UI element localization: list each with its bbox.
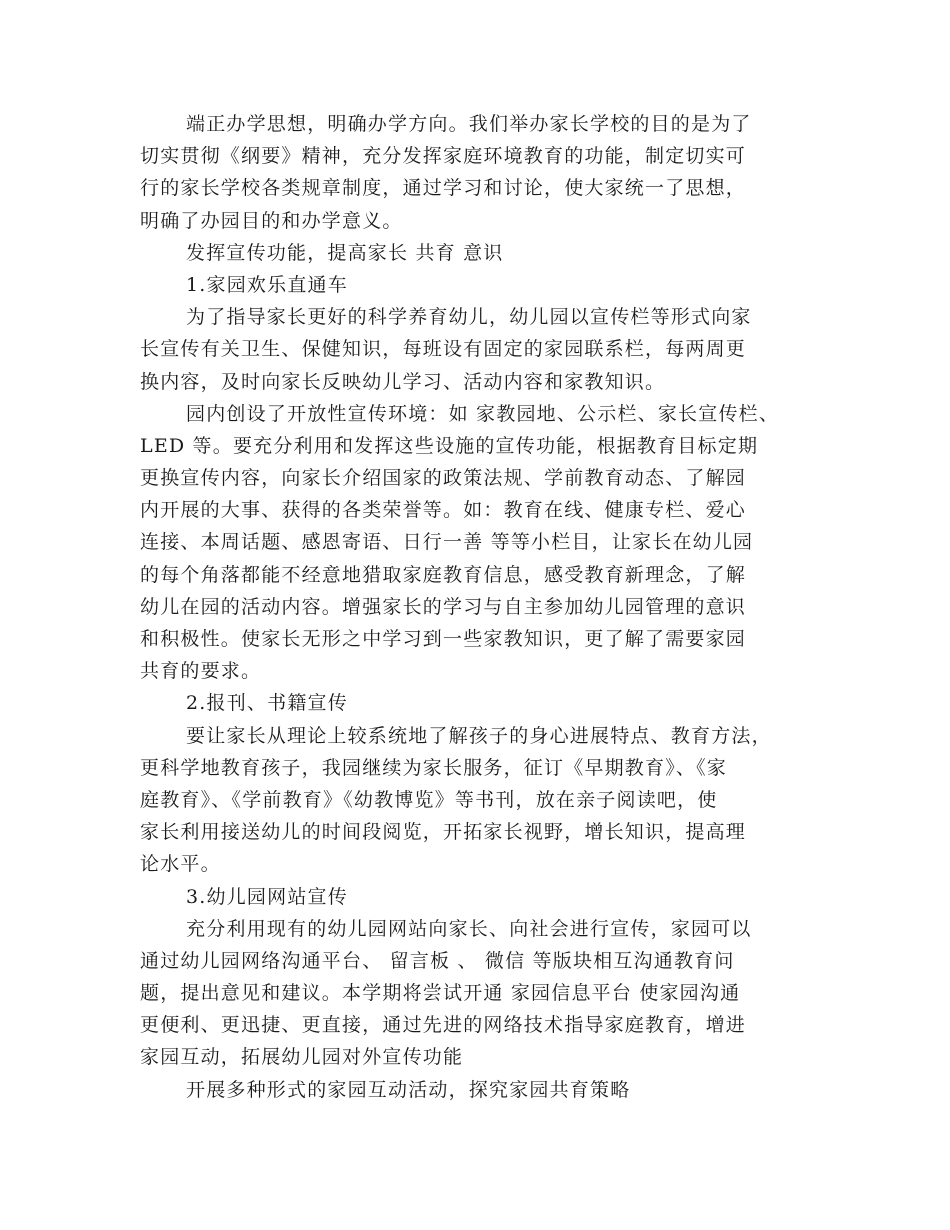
paragraph-line: 换内容，及时向家长反映幼儿学习、活动内容和家教知识。 [140, 370, 666, 393]
paragraph-line: 明确了办园目的和办学意义。 [140, 209, 403, 232]
paragraph-line: 为了指导家长更好的科学养育幼儿，幼儿园以宣传栏等形式向家 [186, 306, 752, 329]
subsection-heading: 1.家园欢乐直通车 [186, 273, 348, 296]
paragraph-line: 的每个角落都能不经意地猎取家庭教育信息，感受教育新理念，了解 [140, 563, 747, 586]
paragraph-line: 要让家长从理论上较系统地了解孩子的身心进展特点、教育方法， [186, 724, 772, 747]
paragraph-line: 共育的要求。 [140, 660, 262, 683]
subsection-heading: 2.报刊、书籍宣传 [186, 692, 348, 715]
paragraph-line: 更科学地教育孩子，我园继续为家长服务，征订《早期教育》、《家 [140, 756, 728, 779]
paragraph-line: 庭教育》、《学前教育》《幼教博览》等书刊，放在亲子阅读吧，使 [140, 788, 718, 811]
paragraph-line: 行的家长学校各类规章制度，通过学习和讨论，使大家统一了思想， [140, 177, 747, 200]
paragraph-line: 家长利用接送幼儿的时间段阅览，开拓家长视野，增长知识，提高理 [140, 821, 747, 844]
subsection-heading: 3.幼儿园网站宣传 [186, 885, 348, 908]
paragraph-line: 内开展的大事、获得的各类荣誉等。如：教育在线、健康专栏、爱心 [140, 499, 747, 522]
section-heading: 发挥宣传功能，提高家长 共育 意识 [186, 241, 504, 264]
paragraph-line: 更换宣传内容，向家长介绍国家的政策法规、学前教育动态、了解园 [140, 467, 747, 490]
paragraph-line: 长宣传有关卫生、保健知识，每班设有固定的家园联系栏，每两周更 [140, 338, 747, 361]
paragraph-line: 通过幼儿园网络沟通平台、 留言板 、 微信 等版块相互沟通教育问 [140, 949, 735, 972]
paragraph-line: 题，提出意见和建议。本学期将尝试开通 家园信息平台 使家园沟通 [140, 982, 741, 1005]
paragraph-line: 幼儿在园的活动内容。增强家长的学习与自主参加幼儿园管理的意识 [140, 595, 747, 618]
paragraph-line: 充分利用现有的幼儿园网站向家长、向社会进行宣传，家园可以 [186, 917, 752, 940]
paragraph-line: 论水平。 [140, 853, 221, 876]
paragraph-line: 连接、本周话题、感恩寄语、日行一善 等等小栏目，让家长在幼儿园 [140, 531, 754, 554]
paragraph-line: 端正办学思想，明确办学方向。我们举办家长学校的目的是为了 [186, 113, 752, 135]
section-heading: 开展多种形式的家园互动活动，探究家园共育策略 [186, 1078, 631, 1101]
paragraph-line: 园内创设了开放性宣传环境：如 家教园地、公示栏、家长宣传栏、 [186, 402, 780, 425]
document-body [140, 108, 820, 1106]
paragraph-line: 家园互动，拓展幼儿园对外宣传功能 [140, 1046, 464, 1069]
paragraph-line: 更便利、更迅捷、更直接，通过先进的网络技术指导家庭教育，增进 [140, 1014, 747, 1037]
paragraph-line: 和积极性。使家长无形之中学习到一些家教知识，更了解了需要家园 [140, 628, 747, 650]
paragraph-line: 切实贯彻《纲要》精神，充分发挥家庭环境教育的功能，制定切实可 [140, 145, 747, 168]
paragraph-line: LED 等。要充分利用和发挥这些设施的宣传功能，根据教育目标定期 [140, 434, 759, 457]
